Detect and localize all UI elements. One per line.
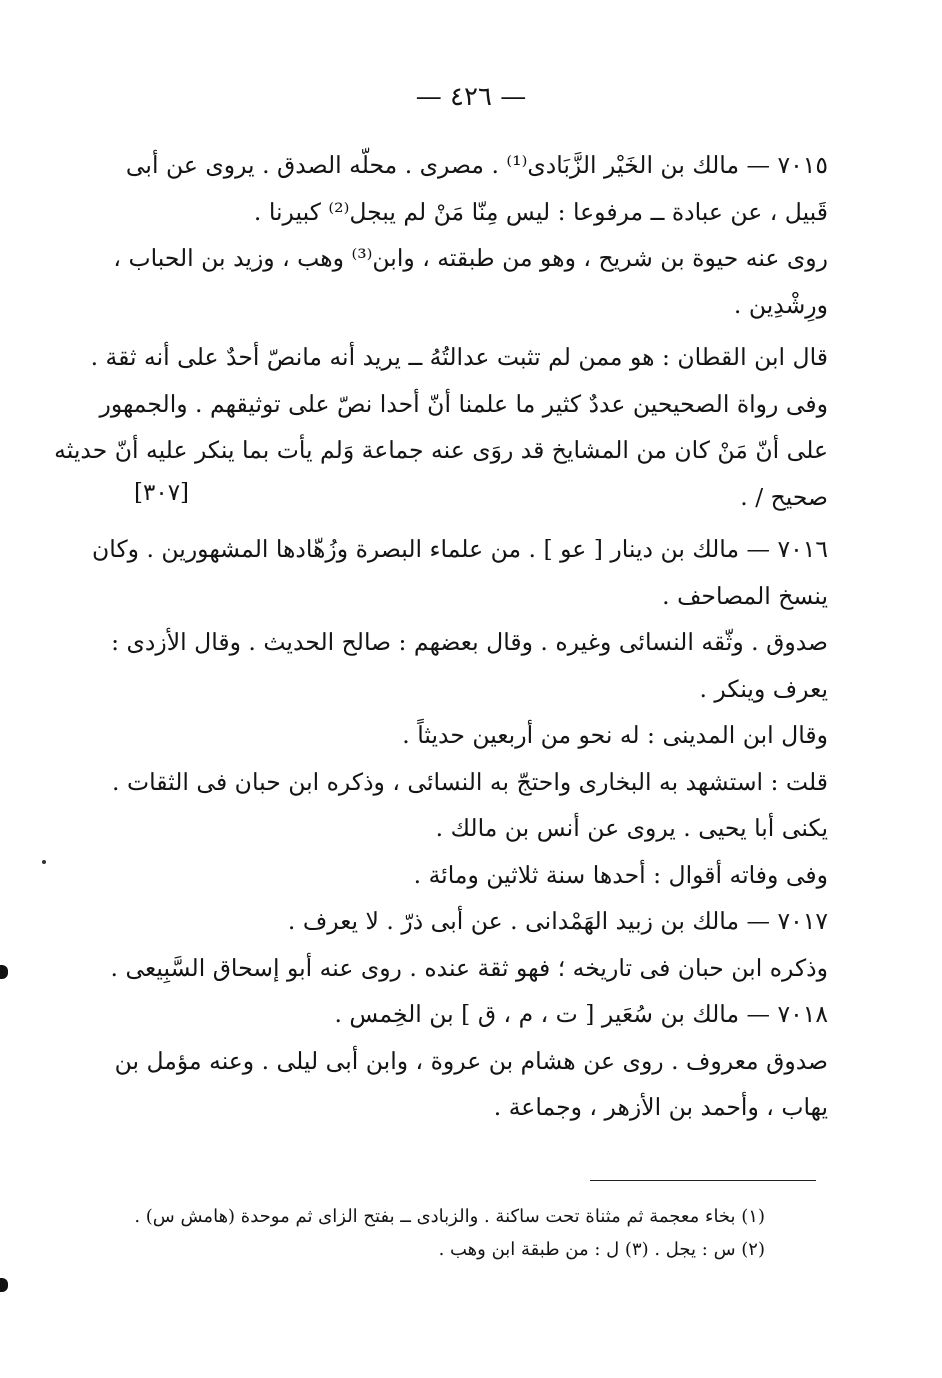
entry-7016-line-6: قلت : استشهد به البخارى واحتجّ به النسائى ، وذكره ابن حبان فى الثقات . <box>112 767 828 796</box>
footnote-1: (١) بخاء معجمة ثم مثناة تحت ساكنة . والزبادى ــ بفتح الزاى ثم موحدة (هامش س) . <box>134 1206 765 1227</box>
entry-7016-line-4: يعرف وينكر . <box>699 674 828 703</box>
entry-7016-line-2: ينسخ المصاحف . <box>662 581 828 610</box>
entry-7015-line-7: على أنّ مَنْ كان من المشايخ قد روَى عنه جماعة وَلم يأت بما ينكر عليه أنّ حديثه <box>54 436 828 464</box>
entry-7015-line-6: وفى رواة الصحيحين عددٌ كثير ما علمنا أنّ أحدا نصّ على توثيقهم . والجمهور <box>99 389 828 418</box>
entry-7015-line-4: ورِشْدِين . <box>733 290 828 319</box>
footnotes <box>134 1200 765 1266</box>
page-number: — ٤٢٦ — <box>415 82 527 112</box>
entry-7016-line-8: وفى وفاته أقوال : أحدها سنة ثلاثين ومائة . <box>413 860 828 889</box>
main-text <box>54 142 828 1131</box>
entry-7018-line-1: ٧٠١٨ — مالك بن سُعَير [ ت ، م ، ق ] بن الخِمس . <box>334 1000 828 1028</box>
footnote-divider <box>590 1180 816 1181</box>
entry-7018-line-2: صدوق معروف . روى عن هشام بن عروة ، وابن أبى ليلى . وعنه مؤمل بن <box>114 1046 828 1075</box>
scan-edge-mark <box>0 965 8 979</box>
entry-7015-line-8: صحيح / . <box>740 482 828 511</box>
entry-7015-line-2: قَبيل ، عن عبادة ــ مرفوعا : ليس مِنّا مَنْ لم يبجل⁽²⁾ كبيرنا . <box>253 197 828 226</box>
entry-7016-line-7: يكنى أبا يحيى . يروى عن أنس بن مالك . <box>435 814 828 842</box>
entry-7016-line-3: صدوق . وثّقه النسائى وغيره . وقال بعضهم : صالح الحديث . وقال الأزدى : <box>111 628 828 656</box>
entry-7015-line-3: روى عنه حيوة بن شريح ، وهو من طبقته ، وابن⁽³⁾ وهب ، وزيد بن الحباب ، <box>113 244 828 272</box>
entry-7015-line-1: ٧٠١٥ — مالك بن الخَيْر الزَّبَادى⁽¹⁾ . مصرى . محلّه الصدق . يروى عن أبى <box>125 151 828 179</box>
footnote-2-3: (٢) س : يجل . (٣) ل : من طبقة ابن وهب . <box>438 1239 765 1260</box>
entry-7016-line-5: وقال ابن المدينى : له نحو من أربعين حديثاً . <box>402 721 828 749</box>
entry-7018-line-3: يهاب ، وأحمد بن الأزهر ، وجماعة . <box>493 1093 828 1121</box>
scan-edge-mark <box>0 1278 8 1292</box>
entry-7017-line-2: وذكره ابن حبان فى تاريخه ؛ فهو ثقة عنده . روى عنه أبو إسحاق السَّبِيعى . <box>110 953 828 982</box>
manuscript-page-reference: [٣٠٧] <box>134 480 190 506</box>
scan-speck <box>42 860 46 864</box>
entry-7015-line-5: قال ابن القطان : هو ممن لم تثبت عدالتُهُ ــ يريد أنه مانصّ أحدٌ على أنه ثقة . <box>90 343 828 371</box>
entry-7016-line-1: ٧٠١٦ — مالك بن دينار [ عو ] . من علماء البصرة وزُهّادها المشهورين . وكان <box>92 535 828 563</box>
entry-7017-line-1: ٧٠١٧ — مالك بن زبيد الهَمْدانى . عن أبى ذرّ . لا يعرف . <box>287 907 828 935</box>
